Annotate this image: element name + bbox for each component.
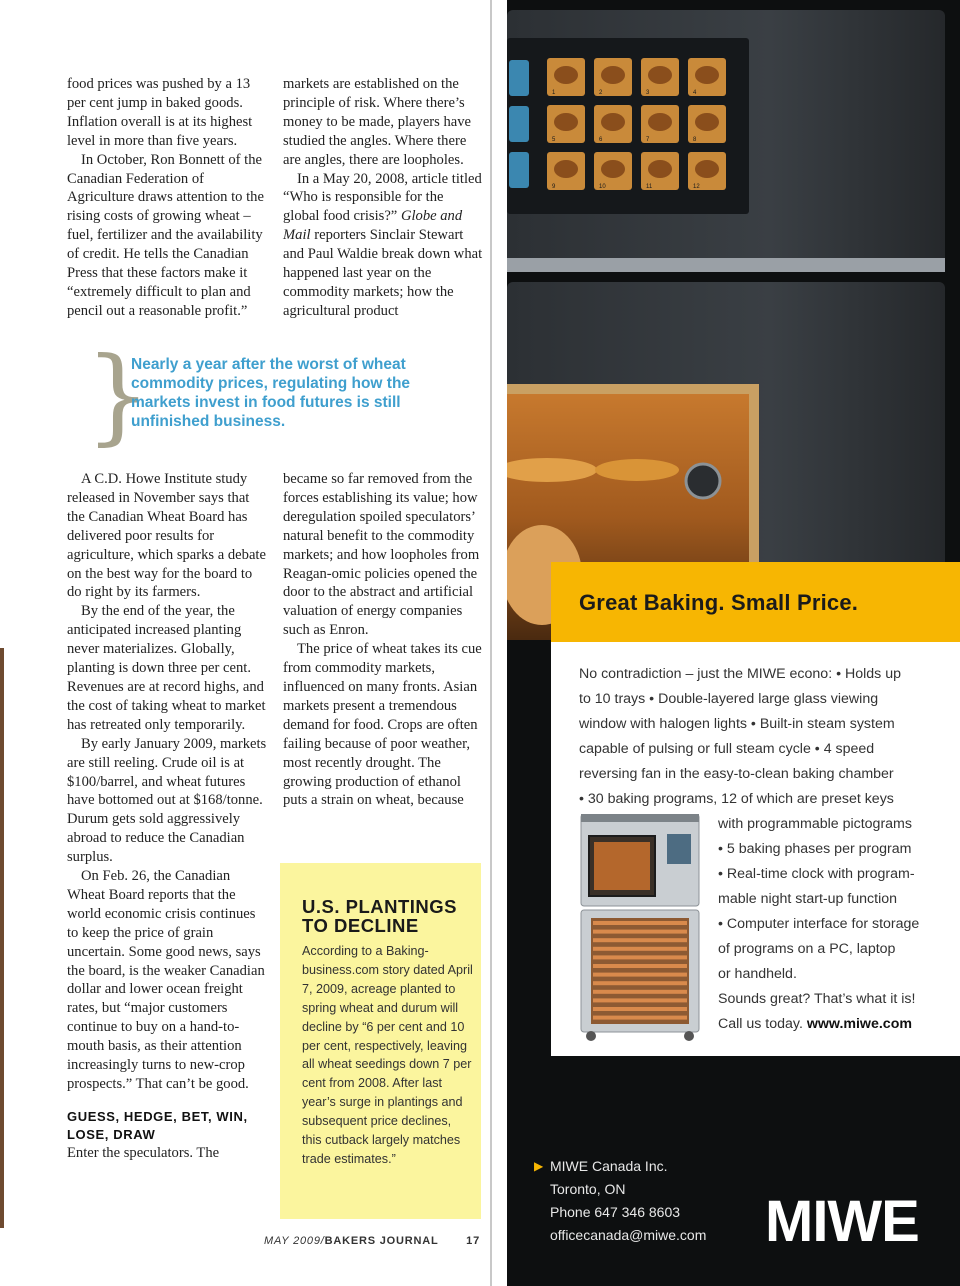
ad-copy-line: or handheld.: [718, 966, 797, 982]
keypad-key-number: 2: [599, 90, 603, 96]
company-city: Toronto, ON: [550, 1181, 626, 1197]
article-paragraph: In October, Ron Bonnett of the Canadian Federation of Agriculture draws attention to the rising costs of growing wheat – fuel, fertilizer and the availability of credit. He tells the Canadian Press that these factors make it “extremely difficult to plan and pencil out a reasonable profit.”: [67, 151, 264, 319]
ad-copy-line: No contradiction – just the MIWE econo: • Holds up: [579, 666, 901, 682]
ad-copy-line: • 30 baking programs, 12 of which are preset keys: [579, 791, 894, 807]
rack-tray: [593, 990, 687, 994]
article-paragraph: became so far removed from the forces establishing its value; how deregulation spoiled speculators’ natural benefit to the commodity markets; and how loopholes from Reagan-omic policies opened the door to the abstract and artificial valuation of energy companies such as Enron.: [283, 471, 480, 639]
ad-copy-line: • 5 baking phases per program: [718, 841, 912, 857]
article-paragraph: A C.D. Howe Institute study released in November says that the Canadian Wheat Board has delivered poor results for agriculture, which sparks a debate on the best way for the board to do right by its farmers.: [67, 471, 266, 601]
keypad-key-number: 7: [646, 137, 650, 143]
keypad-key-number: 3: [646, 90, 650, 96]
arrow-icon: ▶: [534, 1159, 544, 1173]
ad-copy-box: [551, 642, 960, 1056]
article-column-1-bottom: [67, 470, 267, 1163]
rack-tray: [593, 964, 687, 968]
ad-headline: Great Baking. Small Price.: [579, 590, 859, 615]
ad-copy-line: to 10 trays • Double-layered large glass viewing: [579, 691, 879, 707]
rack-tray: [593, 998, 687, 1002]
article-paragraph: [283, 170, 483, 321]
rack-tray: [593, 1007, 687, 1011]
keypad-key-number: 1: [552, 90, 556, 96]
page-number: 17: [466, 1235, 480, 1247]
ad-copy-line: reversing fan in the easy-to-clean baking chamber: [579, 766, 894, 782]
contact-block: [536, 1155, 706, 1247]
section-subhead: GUESS, HEDGE, BET, WIN, LOSE, DRAW: [67, 1108, 248, 1142]
article-paragraph: On Feb. 26, the Canadian Wheat Board reports that the world economic crisis continues to keep the price of grain uncertain. Some good news, says the board, is the weaker Canadian dollar and lower ocean freight rates, but “major customers continue to buy on a hand-to-mouth basis, as their attention increasingly turns to new-crop prospects.” That can’t be good.: [67, 868, 265, 1092]
sidebar-title: U.S. PLANTINGS TO DECLINE: [302, 896, 458, 936]
sidebar-box: [280, 863, 481, 1219]
ad-copy-line: window with halogen lights • Built-in steam system: [579, 716, 895, 732]
pull-quote: [85, 334, 485, 456]
ad-copy-line: capable of pulsing or full steam cycle • 4 speed: [579, 741, 875, 757]
article-paragraph: By the end of the year, the anticipated increased planting never materializes. Globally, planting is down three per cent. Revenues are at record highs, and the cost of taking wheat to market has retreated only temporarily.: [67, 603, 266, 733]
publication-name: Globe and Mail: [283, 208, 463, 244]
article-paragraph: food prices was pushed by a 13 per cent jump in baked goods. Inflation overall is at its highest level in more than five years.: [67, 76, 253, 149]
rack-tray: [593, 938, 687, 942]
article-column-2-top: [283, 75, 483, 321]
keypad-key-number: 5: [552, 137, 556, 143]
page-gutter: [490, 0, 492, 1286]
keypad-key-number: 10: [599, 184, 606, 190]
article-column-1-top: [67, 75, 267, 321]
issue-date: MAY 2009/: [264, 1235, 325, 1247]
rack-tray: [593, 930, 687, 934]
pastry-pictogram: [601, 160, 625, 178]
cta-text: Call us today.: [718, 1016, 803, 1032]
pastry-pictogram: [695, 66, 719, 84]
ad-copy-line: Sounds great? That’s what it is!: [718, 991, 916, 1007]
adjacent-page-edge: [0, 648, 4, 1228]
pull-quote-text: Nearly a year after the worst of wheat commodity prices, regulating how the markets invest in food futures is still unfinished business.: [131, 356, 411, 430]
website-link[interactable]: www.miwe.com: [806, 1016, 912, 1032]
rack-tray: [593, 973, 687, 977]
oven-product-image: [577, 814, 705, 1044]
oven-photo: [507, 0, 960, 640]
pastry-pictogram: [648, 160, 672, 178]
article-text: reporters Sinclair Stewart and Paul Waldie break down what happened last year on the commodity markets; how the agricultural product: [283, 227, 483, 319]
oven-trim: [507, 258, 945, 272]
ad-copy-line: with programmable pictograms: [718, 816, 912, 832]
rack-tray: [593, 955, 687, 959]
keypad-key-number: 6: [599, 137, 603, 143]
keypad-key-number: 4: [693, 90, 697, 96]
pastry-pictogram: [648, 66, 672, 84]
keypad-key-number: 11: [646, 184, 653, 190]
article-paragraph: The price of wheat takes its cue from commodity markets, influenced on many fronts. Asian markets present a tremendous demand for food. Crops are often failing because of poor weather, most recently drought. The growing production of ethanol puts a strain on wheat, because: [283, 641, 482, 809]
article-paragraph: Enter the speculators. The: [67, 1144, 220, 1161]
ad-copy-line: • Computer interface for storage: [718, 916, 920, 932]
pastry-pictogram: [601, 66, 625, 84]
miwe-logo: MIWE: [765, 1189, 919, 1254]
keypad-key-number: 12: [693, 184, 700, 190]
rack-tray: [593, 1016, 687, 1020]
company-phone[interactable]: Phone 647 346 8603: [550, 1204, 681, 1220]
rack-tray: [593, 921, 687, 925]
ad-headline-bar: [551, 562, 960, 642]
pastry-pictogram: [601, 113, 625, 131]
brace-ornament: }: [85, 334, 152, 456]
rack-tray: [593, 947, 687, 951]
article-paragraph: markets are established on the principle of risk. Where there’s money to be made, players have studied the angles. Where there are angles, there are loopholes.: [283, 76, 472, 168]
magazine-name: BAKERS JOURNAL: [324, 1235, 439, 1247]
article-column-2-bottom: [283, 470, 483, 810]
pastry-pictogram: [695, 160, 719, 178]
pastry-pictogram: [554, 66, 578, 84]
ad-copy-line: of programs on a PC, laptop: [718, 941, 896, 957]
ad-copy-line: • Real-time clock with program-: [718, 866, 915, 882]
keypad-side-icons: [509, 60, 529, 188]
pastry-pictogram: [648, 113, 672, 131]
company-email[interactable]: officecanada@miwe.com: [550, 1227, 707, 1243]
pastry-pictogram: [695, 113, 719, 131]
pastry-pictogram: [554, 160, 578, 178]
miwe-advertisement: [507, 0, 960, 1286]
sidebar-body: According to a Baking-business.com story dated April 7, 2009, acreage planted to spring wheat and durum will decline by “6 per cent and 10 per cent, respectively, leaving all wheat seedings down 7 per cent from 2008. After last year’s surge in plantings and subsequent price declines, this cutback largely matches trade estimates.”: [302, 944, 473, 1166]
page-folio: [264, 1235, 480, 1247]
rack-tray: [593, 981, 687, 985]
article-text: In a May 20, 2008, article titled “Who is responsible for the global food crisis?”: [283, 170, 482, 225]
ad-copy-line: mable night start-up function: [718, 891, 898, 907]
keypad-key-number: 9: [552, 184, 556, 190]
pastry-pictogram: [554, 113, 578, 131]
company-name: MIWE Canada Inc.: [550, 1158, 668, 1174]
keypad-key-number: 8: [693, 137, 697, 143]
article-paragraph: By early January 2009, markets are still reeling. Crude oil is at $100/barrel, and wheat futures have bottomed out at $168/tonne. Durum gets sold aggressively abroad to reduce the Canadian surplus.: [67, 735, 267, 866]
oven-door-knob: [686, 464, 720, 498]
